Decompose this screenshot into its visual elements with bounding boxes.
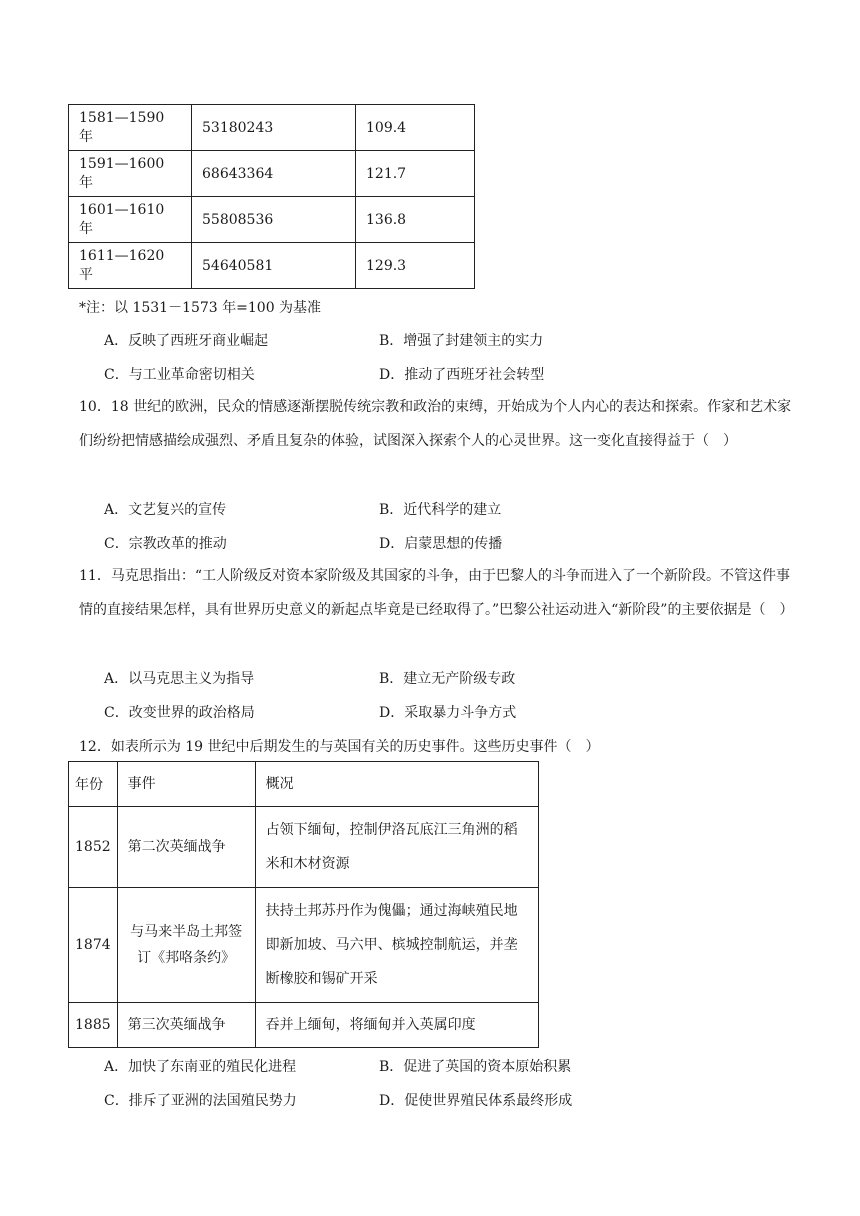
table-cell: 53180243 [192,105,356,151]
table-cell: 1874 [69,888,118,1003]
q11-option-c: C．改变世界的政治格局 [104,705,255,721]
table-cell: 吞并上缅甸，将缅甸并入英属印度 [255,1003,538,1048]
table-cell: 1611—1620 平 [69,243,192,289]
table-cell: 第二次英缅战争 [117,807,255,888]
q12-stem: 12．如表所示为 19 世纪中后期发生的与英国有关的历史事件。这些历史事件（ ） [79,739,600,755]
table-row [69,807,539,888]
q12-option-a: A．加快了东南亚的殖民化进程 [104,1059,297,1075]
table-cell: 第三次英缅战争 [117,1003,255,1048]
table-row [69,243,475,289]
q9-option-d: D．推动了西班牙社会转型 [379,367,545,383]
table-row [69,197,475,243]
q9-option-c: C．与工业革命密切相关 [104,367,255,383]
table-cell: 136.8 [356,197,475,243]
q10-option-b: B．近代科学的建立 [379,502,502,518]
table-cell: 占领下缅甸，控制伊洛瓦底江三角洲的稻米和木材资源 [255,807,538,888]
table-cell: 109.4 [356,105,475,151]
table-note: *注：以 1531－1573 年=100 为基准 [79,300,322,316]
table-cell: 扶持土邦苏丹作为傀儡；通过海峡殖民地即新加坡、马六甲、槟城控制航运，并垄断橡胶和锡矿开采 [255,888,538,1003]
q11-stem: 11．马克思指出：“工人阶级反对资本家阶级及其国家的斗争，由于巴黎人的斗争而进入了一个新阶段。不管这件事情的直接结果怎样，具有世界历史意义的新起点毕竟是已经取得了。”巴黎公社运动进入“新阶段”的主要依据是（ ） [79,568,794,618]
table-cell: 1591—1600 年 [69,151,192,197]
table-cell: 1581—1590 年 [69,105,192,151]
trade-data-table [68,104,475,289]
table-cell: 1885 [69,1003,118,1048]
q12-option-d: D．促使世界殖民体系最终形成 [379,1093,573,1109]
table-header-row [69,762,539,807]
table-cell: 与马来半岛土邦签订《邦咯条约》 [117,888,255,1003]
q9-option-b: B．增强了封建领主的实力 [379,333,544,349]
table-row [69,888,539,1003]
header-cell-overview: 概况 [255,762,538,807]
events-table [68,761,539,1048]
q11-option-a: A．以马克思主义为指导 [104,671,255,687]
table-row [69,105,475,151]
table-cell: 68643364 [192,151,356,197]
table-cell: 54640581 [192,243,356,289]
q10-stem: 10．18 世纪的欧洲，民众的情感逐渐摆脱传统宗教和政治的束缚，开始成为个人内心的表达和探索。作家和艺术家们纷纷把情感描绘成强烈、矛盾且复杂的体验，试图深入探索个人的心灵世界。这一变化直接得益于（ ） [79,399,792,449]
header-cell-year: 年份 [69,762,118,807]
q12-option-b: B．促进了英国的资本原始积累 [379,1059,572,1075]
table-cell: 55808536 [192,197,356,243]
q11-option-b: B．建立无产阶级专政 [379,671,516,687]
q12-option-c: C．排斥了亚洲的法国殖民势力 [104,1093,297,1109]
header-cell-event: 事件 [117,762,255,807]
table-cell: 1852 [69,807,118,888]
q10-option-d: D．启蒙思想的传播 [379,536,503,552]
table-row [69,151,475,197]
q10-option-a: A．文艺复兴的宣传 [104,502,227,518]
q11-option-d: D．采取暴力斗争方式 [379,705,517,721]
table-cell: 129.3 [356,243,475,289]
table-row [69,1003,539,1048]
q10-option-c: C．宗教改革的推动 [104,536,227,552]
q9-option-a: A．反映了西班牙商业崛起 [104,333,269,349]
table-cell: 1601—1610 年 [69,197,192,243]
table-cell: 121.7 [356,151,475,197]
